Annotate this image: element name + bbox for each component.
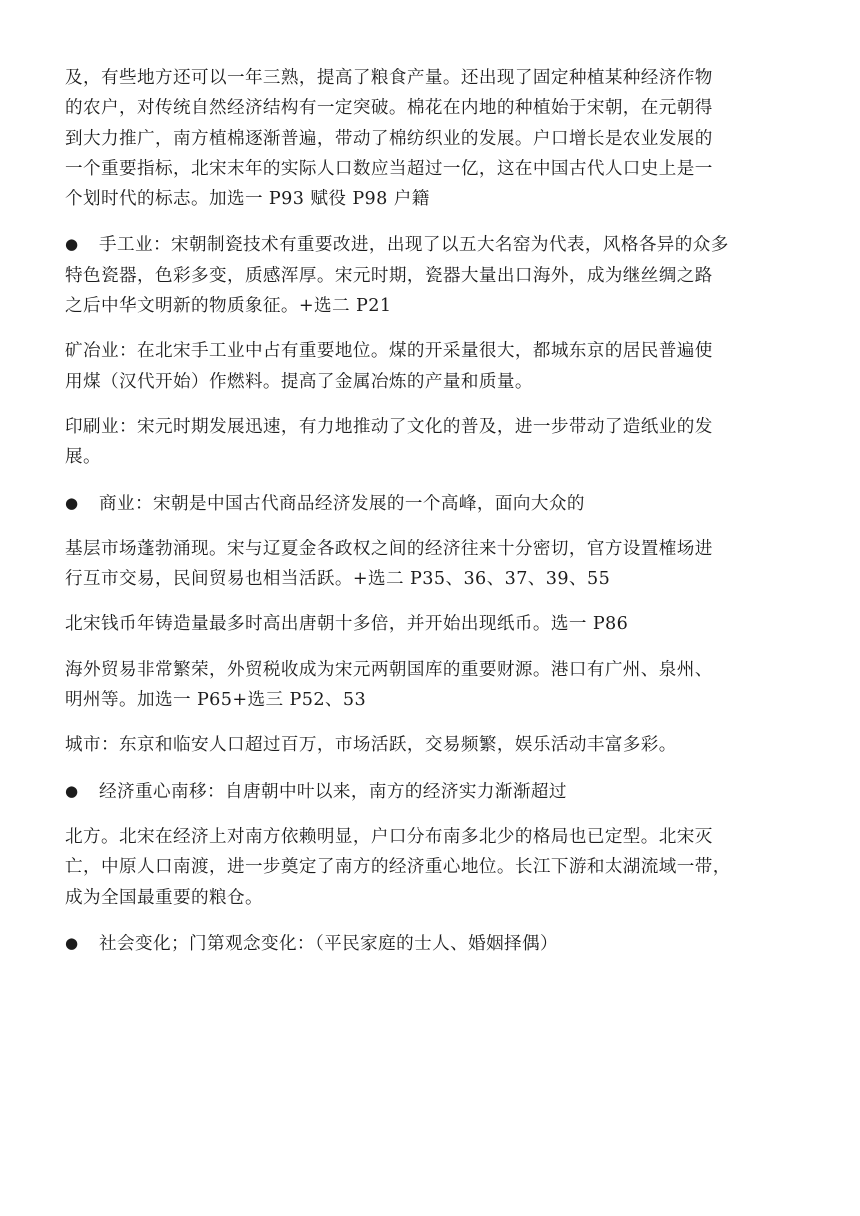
- text-line: [65, 154, 800, 184]
- paragraph-gap: [65, 640, 800, 655]
- line-text: 用煤（汉代开始）作燃料。提高了金属冶炼的产量和质量。: [65, 371, 533, 392]
- bullet-dot-icon: ●: [65, 781, 79, 800]
- document-page: [65, 63, 800, 959]
- paragraph-gap: [65, 397, 800, 412]
- paragraph-gap: [65, 321, 800, 336]
- bullet-dot-icon: ●: [65, 235, 79, 254]
- paragraph: [65, 730, 800, 760]
- line-text: 个划时代的标志。加选一 P93 赋役 P98 户籍: [65, 189, 430, 210]
- paragraph-gap: [65, 913, 800, 928]
- text-line: [65, 655, 800, 685]
- paragraph-gap: [65, 807, 800, 822]
- text-line: [65, 291, 800, 321]
- line-text: 特色瓷器，色彩多变，质感浑厚。宋元时期，瓷器大量出口海外，成为继丝绸之路: [65, 265, 713, 286]
- text-line: [65, 564, 800, 594]
- text-line: [65, 336, 800, 366]
- bullet-paragraph: [65, 488, 800, 519]
- line-text: 北方。北宋在经济上对南方依赖明显，户口分布南多北少的格局也已定型。北宋灭: [65, 826, 713, 847]
- line-text: 到大力推广，南方植棉逐渐普遍，带动了棉纺织业的发展。户口增长是农业发展的: [65, 128, 713, 149]
- line-text: 亡，中原人口南渡，进一步奠定了南方的经济重心地位。长江下游和太湖流域一带，: [65, 857, 731, 878]
- line-text: 城市：东京和临安人口超过百万，市场活跃，交易频繁，娱乐活动丰富多彩。: [65, 735, 677, 756]
- line-text: 手工业：宋朝制瓷技术有重要改进，出现了以五大名窑为代表，风格各异的众多: [99, 235, 729, 256]
- line-text: 北宋钱币年铸造量最多时高出唐朝十多倍，并开始出现纸币。选一 P86: [65, 614, 629, 635]
- line-text: 的农户，对传统自然经济结构有一定突破。棉花在内地的种植始于宋朝，在元朝得: [65, 98, 713, 119]
- line-text: 商业：宋朝是中国古代商品经济发展的一个高峰，面向大众的: [99, 493, 585, 514]
- paragraph: [65, 412, 800, 473]
- text-line: [65, 730, 800, 760]
- text-line: [65, 883, 800, 913]
- text-line: [65, 534, 800, 564]
- line-text: 基层市场蓬勃涌现。宋与辽夏金各政权之间的经济往来十分密切，官方设置榷场进: [65, 538, 713, 559]
- line-text: 及，有些地方还可以一年三熟，提高了粮食产量。还出现了固定种植某种经济作物: [65, 68, 713, 88]
- text-line: [65, 124, 800, 154]
- text-line: [65, 261, 800, 291]
- bullet-paragraph: [65, 776, 800, 807]
- line-text: 经济重心南移：自唐朝中叶以来，南方的经济实力渐渐超过: [99, 781, 567, 802]
- line-text: 矿冶业：在北宋手工业中占有重要地位。煤的开采量很大，都城东京的居民普遍使: [65, 341, 713, 362]
- text-line: [65, 367, 800, 397]
- line-text: 成为全国最重要的粮仓。: [65, 887, 263, 908]
- text-line: [65, 442, 800, 472]
- text-line: [65, 229, 800, 260]
- text-line: [65, 685, 800, 715]
- text-line: [65, 93, 800, 123]
- line-text: 社会变化；门第观念变化：（平民家庭的士人、婚姻择偶）: [99, 933, 559, 954]
- text-line: [65, 488, 800, 519]
- paragraph-gap: [65, 519, 800, 534]
- paragraph: [65, 534, 800, 595]
- line-text: 展。: [65, 447, 101, 468]
- paragraph: [65, 655, 800, 716]
- text-line: [65, 928, 800, 959]
- bullet-paragraph: [65, 928, 800, 959]
- text-line: [65, 822, 800, 852]
- paragraph-gap: [65, 715, 800, 730]
- text-line: [65, 609, 800, 639]
- paragraph: [65, 609, 800, 639]
- paragraph: [65, 336, 800, 397]
- line-text: 之后中华文明新的物质象征。+选二 P21: [65, 296, 392, 317]
- line-text: 海外贸易非常繁荣，外贸税收成为宋元两朝国库的重要财源。港口有广州、泉州、: [65, 659, 713, 680]
- text-line: [65, 184, 800, 214]
- bullet-paragraph: [65, 229, 800, 321]
- paragraph: [65, 822, 800, 913]
- bullet-dot-icon: ●: [65, 933, 79, 952]
- paragraph-gap: [65, 761, 800, 776]
- bullet-dot-icon: ●: [65, 493, 79, 512]
- text-line: [65, 776, 800, 807]
- text-line: [65, 63, 800, 93]
- line-text: 行互市交易，民间贸易也相当活跃。+选二 P35、36、37、39、55: [65, 569, 611, 590]
- paragraph: [65, 63, 800, 214]
- paragraph-gap: [65, 214, 800, 229]
- line-text: 印刷业：宋元时期发展迅速，有力地推动了文化的普及，进一步带动了造纸业的发: [65, 416, 713, 437]
- paragraph-gap: [65, 473, 800, 488]
- text-line: [65, 412, 800, 442]
- line-text: 明州等。加选一 P65+选三 P52、53: [65, 690, 367, 711]
- line-text: 一个重要指标，北宋末年的实际人口数应当超过一亿，这在中国古代人口史上是一: [65, 158, 713, 179]
- paragraph-gap: [65, 594, 800, 609]
- text-line: [65, 852, 800, 882]
